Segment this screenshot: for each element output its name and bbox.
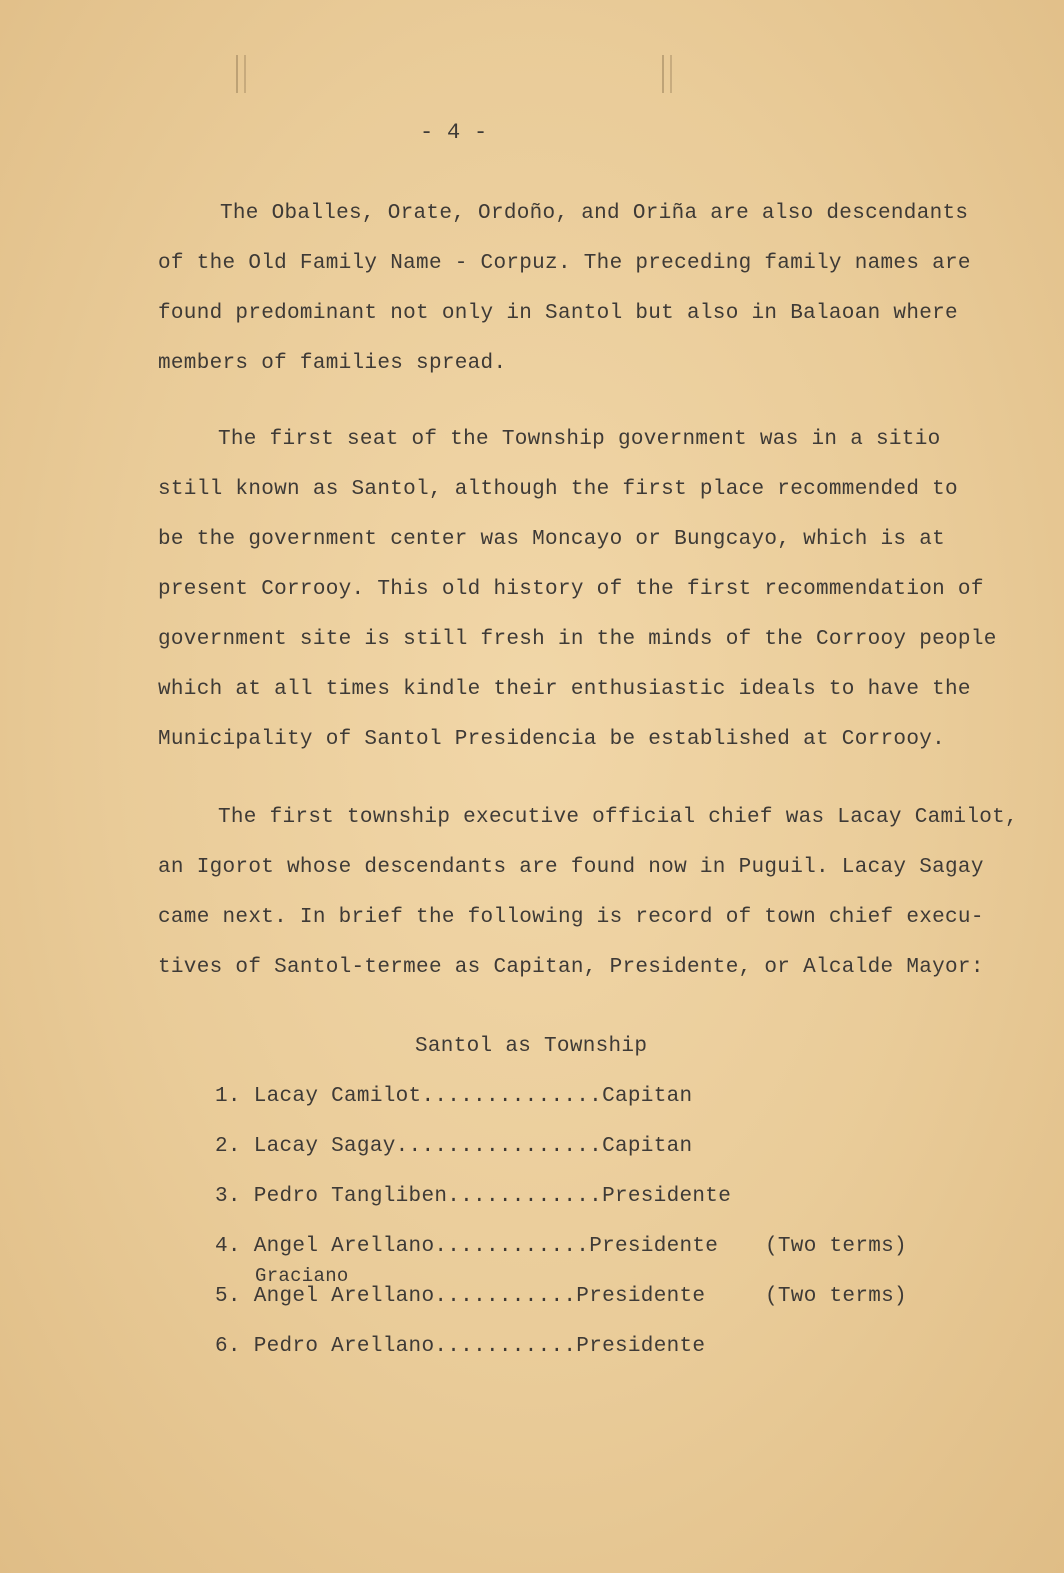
punch-mark-right [662,55,672,93]
official-title: Presidente [576,1335,706,1358]
paragraph-line: present Corrooy. This old history of the first recommendation of [158,578,984,601]
handwritten-correction: Graciano [255,1265,349,1287]
list-number: 2. [215,1135,241,1158]
term-note: (Two terms) [765,1235,907,1258]
official-name: Lacay Sagay [253,1135,396,1158]
official-name: Angel Arellano [253,1235,435,1258]
paragraph-line: government site is still fresh in the minds of the Corrooy people [158,628,997,651]
paragraph-line: members of families spread. [158,352,507,375]
official-name: Pedro Tangliben [253,1185,448,1208]
official-name: Pedro Arellano [253,1335,435,1358]
official-name: Lacay Camilot [253,1085,422,1108]
paragraph-line: still known as Santol, although the first place recommended to [158,478,958,501]
list-item [215,1335,705,1358]
official-title: Presidente [589,1235,719,1258]
official-title: Capitan [602,1085,693,1108]
paragraph-line: The first seat of the Township government was in a sitio [218,428,941,451]
paragraph-line: an Igorot whose descendants are found now in Puguil. Lacay Sagay [158,856,984,879]
paragraph-line: came next. In brief the following is record of town chief execu- [158,906,984,929]
list-number: 4. [215,1235,241,1258]
list-item [215,1085,692,1108]
list-number: 5. [215,1285,241,1308]
list-item [215,1135,692,1158]
paragraph-line: Municipality of Santol Presidencia be established at Corrooy. [158,728,946,751]
official-title: Presidente [576,1285,706,1308]
page-number: - 4 - [420,120,488,145]
official-title: Capitan [602,1135,693,1158]
paragraph-line: of the Old Family Name - Corpuz. The preceding family names are [158,252,971,275]
list-item [215,1285,907,1308]
leader-dots: ............ [447,1185,603,1208]
list-heading: Santol as Township [415,1035,648,1058]
leader-dots: ........... [434,1335,577,1358]
list-number: 3. [215,1185,241,1208]
list-item [215,1235,907,1258]
paragraph-line: found predominant not only in Santol but also in Balaoan where [158,302,958,325]
leader-dots: .............. [421,1085,603,1108]
official-name: Angel Arellano [253,1285,435,1308]
paragraph-line: The Oballes, Orate, Ordoño, and Oriña are also descendants [220,202,969,225]
list-item [215,1185,731,1208]
list-number: 1. [215,1085,241,1108]
punch-mark-left [236,55,246,93]
leader-dots: ........... [434,1285,577,1308]
list-number: 6. [215,1335,241,1358]
leader-dots: ............ [434,1235,590,1258]
term-note: (Two terms) [765,1285,907,1308]
paragraph-line: which at all times kindle their enthusiastic ideals to have the [158,678,971,701]
paragraph-line: be the government center was Moncayo or Bungcayo, which is at [158,528,946,551]
leader-dots: ................ [395,1135,603,1158]
official-title: Presidente [602,1185,732,1208]
paragraph-line: tives of Santol-termee as Capitan, Presidente, or Alcalde Mayor: [158,956,984,979]
paragraph-line: The first township executive official chief was Lacay Camilot, [218,806,1018,829]
